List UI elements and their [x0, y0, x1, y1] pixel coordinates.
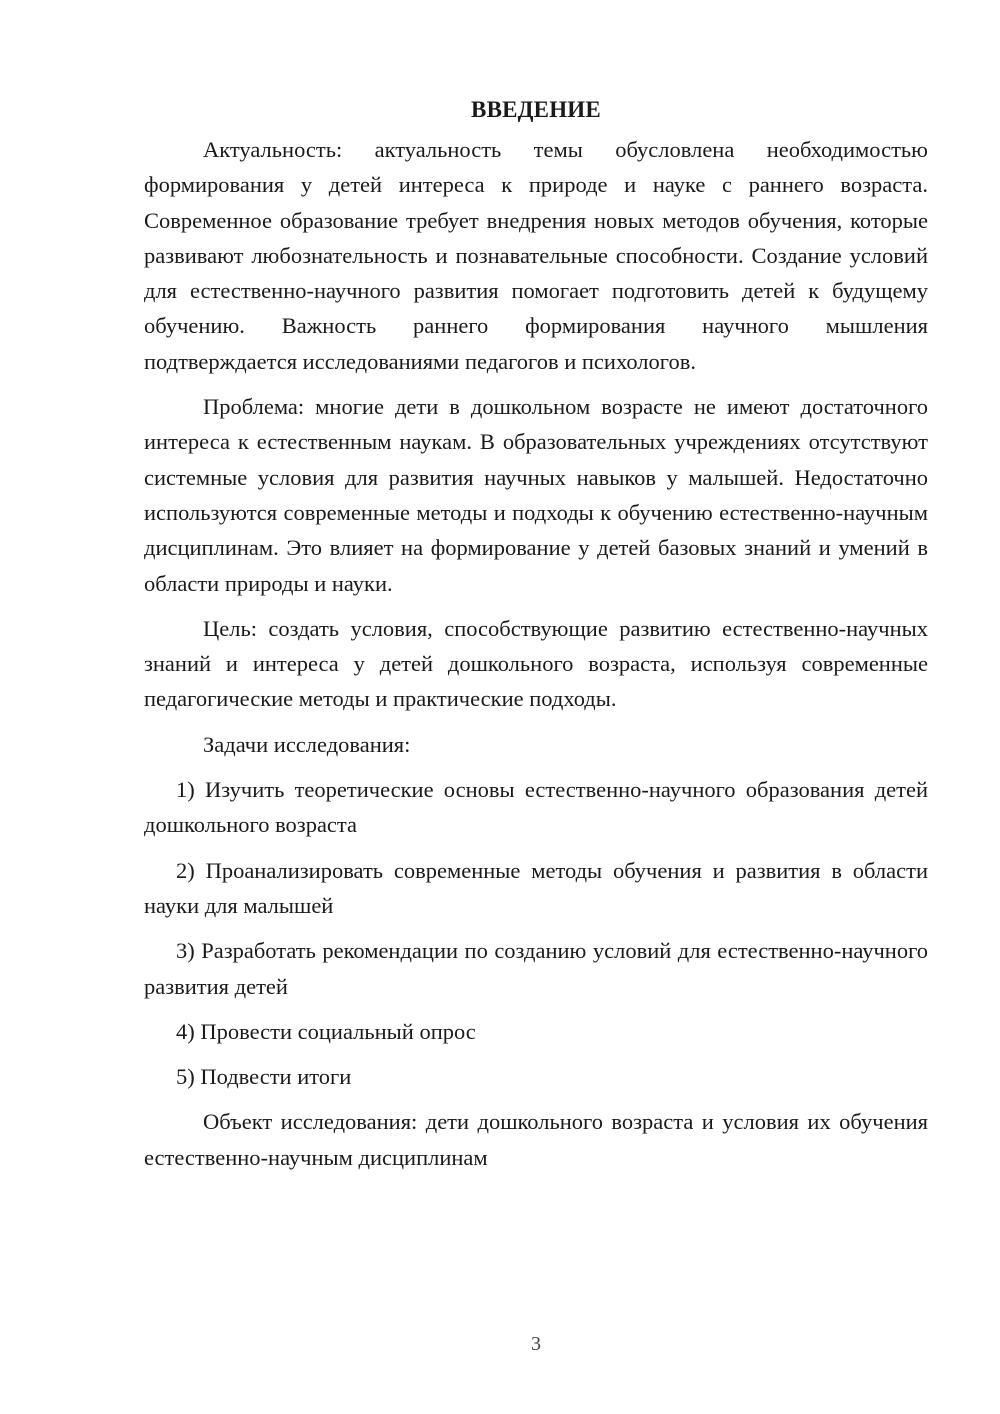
problem-paragraph: Проблема: многие дети в дошкольном возрасте не имеют достаточного интереса к естественным наукам. В образовательных учреждениях отсутствуют системные условия для развития научных навыков у малышей. Недостаточно используются современные методы и подходы к обучению естественно-научным дисциплинам. Это влияет на формирование у детей базовых знаний и умений в области природы и науки. [144, 394, 928, 596]
task-item-3: 3) Разработать рекомендации по созданию условий для естественно-научного развития детей [144, 938, 928, 999]
tasks-heading: Задачи исследования: [203, 731, 411, 757]
document-page [144, 92, 928, 1185]
task-item-2: 2) Проанализировать современные методы обучения и развития в области науки для малышей [144, 857, 928, 918]
goal-paragraph: Цель: создать условия, способствующие развитию естественно-научных знаний и интереса у детей дошкольного возраста, используя современные педагогические методы и практические подходы. [144, 615, 928, 712]
task-item-1: 1) Изучить теоретические основы естественно-научного образования детей дошкольного возраста [144, 777, 928, 838]
task-item-5: 5) Подвести итоги [176, 1064, 352, 1090]
section-heading: ВВЕДЕНИЕ [471, 97, 601, 122]
page-number: 3 [531, 1333, 541, 1355]
object-paragraph: Объект исследования: дети дошкольного возраста и условия их обучения естественно-научным дисциплинам [144, 1109, 928, 1170]
relevance-paragraph: Актуальность: актуальность темы обусловлена необходимостью формирования у детей интереса к природе и науке с раннего возраста. Современное образование требует внедрения новых методов обучения, которые развивают любознательность и познавательные способности. Создание условий для естественно-научного развития помогает подготовить детей к будущему обучению. Важность раннего формирования научного мышления подтверждается исследованиями педагогов и психологов. [144, 137, 928, 374]
task-item-4: 4) Провести социальный опрос [176, 1018, 476, 1044]
